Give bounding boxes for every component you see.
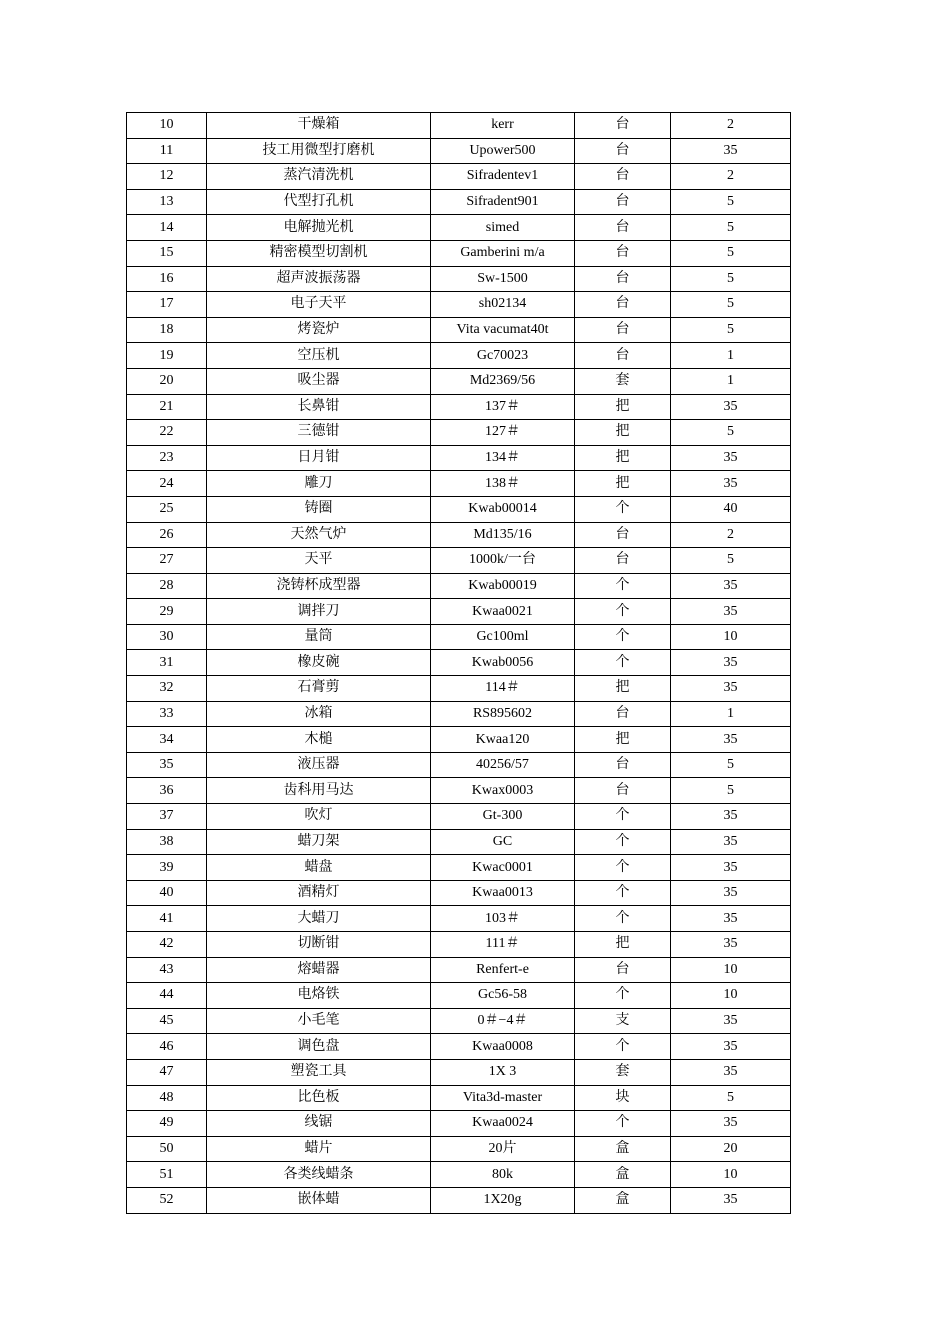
table-row (127, 496, 791, 522)
equipment-name-cell: 技工用微型打磨机 (207, 138, 431, 164)
row-number-cell: 24 (127, 471, 207, 497)
table-row (127, 394, 791, 420)
unit-cell: 台 (575, 240, 671, 266)
model-cell: Kwaa120 (431, 727, 575, 753)
model-cell: sh02134 (431, 292, 575, 318)
equipment-name-cell: 蜡刀架 (207, 829, 431, 855)
model-cell: 1X20g (431, 1187, 575, 1213)
model-cell: Vita3d-master (431, 1085, 575, 1111)
equipment-name-cell: 调色盘 (207, 1034, 431, 1060)
equipment-name-cell: 切断钳 (207, 932, 431, 958)
equipment-name-cell: 代型打孔机 (207, 189, 431, 215)
row-number-cell: 19 (127, 343, 207, 369)
row-number-cell: 52 (127, 1187, 207, 1213)
quantity-cell: 10 (671, 983, 791, 1009)
table-row (127, 471, 791, 497)
equipment-name-cell: 铸圈 (207, 496, 431, 522)
quantity-cell: 35 (671, 727, 791, 753)
unit-cell: 个 (575, 1111, 671, 1137)
equipment-name-cell: 蜡片 (207, 1136, 431, 1162)
row-number-cell: 26 (127, 522, 207, 548)
unit-cell: 台 (575, 164, 671, 190)
equipment-name-cell: 线锯 (207, 1111, 431, 1137)
quantity-cell: 35 (671, 1059, 791, 1085)
unit-cell: 个 (575, 496, 671, 522)
quantity-cell: 5 (671, 189, 791, 215)
equipment-name-cell: 长鼻钳 (207, 394, 431, 420)
quantity-cell: 1 (671, 701, 791, 727)
row-number-cell: 49 (127, 1111, 207, 1137)
row-number-cell: 12 (127, 164, 207, 190)
quantity-cell: 2 (671, 522, 791, 548)
model-cell: Kwac0001 (431, 855, 575, 881)
model-cell: 80k (431, 1162, 575, 1188)
unit-cell: 套 (575, 368, 671, 394)
row-number-cell: 45 (127, 1008, 207, 1034)
unit-cell: 盒 (575, 1162, 671, 1188)
model-cell: 20片 (431, 1136, 575, 1162)
model-cell: Gc100ml (431, 624, 575, 650)
table-row (127, 343, 791, 369)
table-row (127, 932, 791, 958)
equipment-name-cell: 空压机 (207, 343, 431, 369)
unit-cell: 个 (575, 983, 671, 1009)
equipment-name-cell: 塑瓷工具 (207, 1059, 431, 1085)
row-number-cell: 15 (127, 240, 207, 266)
table-row (127, 880, 791, 906)
unit-cell: 盒 (575, 1136, 671, 1162)
equipment-name-cell: 精密模型切割机 (207, 240, 431, 266)
unit-cell: 台 (575, 522, 671, 548)
table-row (127, 1111, 791, 1137)
equipment-name-cell: 大蜡刀 (207, 906, 431, 932)
model-cell: Kwaa0024 (431, 1111, 575, 1137)
table-row (127, 701, 791, 727)
table-row (127, 906, 791, 932)
row-number-cell: 47 (127, 1059, 207, 1085)
row-number-cell: 21 (127, 394, 207, 420)
table-row (127, 1085, 791, 1111)
equipment-name-cell: 蜡盘 (207, 855, 431, 881)
model-cell: Gc70023 (431, 343, 575, 369)
equipment-name-cell: 超声波振荡器 (207, 266, 431, 292)
equipment-table-body (127, 113, 791, 1214)
equipment-name-cell: 橡皮碗 (207, 650, 431, 676)
unit-cell: 台 (575, 215, 671, 241)
model-cell: Md2369/56 (431, 368, 575, 394)
row-number-cell: 39 (127, 855, 207, 881)
row-number-cell: 11 (127, 138, 207, 164)
model-cell: 114＃ (431, 676, 575, 702)
unit-cell: 个 (575, 573, 671, 599)
unit-cell: 套 (575, 1059, 671, 1085)
quantity-cell: 35 (671, 1187, 791, 1213)
row-number-cell: 13 (127, 189, 207, 215)
model-cell: 111＃ (431, 932, 575, 958)
quantity-cell: 35 (671, 906, 791, 932)
row-number-cell: 33 (127, 701, 207, 727)
row-number-cell: 46 (127, 1034, 207, 1060)
model-cell: Kwaa0021 (431, 599, 575, 625)
row-number-cell: 31 (127, 650, 207, 676)
model-cell: RS895602 (431, 701, 575, 727)
row-number-cell: 10 (127, 113, 207, 139)
model-cell: Sw-1500 (431, 266, 575, 292)
unit-cell: 个 (575, 650, 671, 676)
unit-cell: 个 (575, 599, 671, 625)
equipment-name-cell: 雕刀 (207, 471, 431, 497)
equipment-name-cell: 吸尘器 (207, 368, 431, 394)
row-number-cell: 37 (127, 804, 207, 830)
unit-cell: 个 (575, 804, 671, 830)
table-row (127, 957, 791, 983)
table-row (127, 778, 791, 804)
quantity-cell: 40 (671, 496, 791, 522)
quantity-cell: 5 (671, 778, 791, 804)
model-cell: GC (431, 829, 575, 855)
quantity-cell: 2 (671, 113, 791, 139)
model-cell: Upower500 (431, 138, 575, 164)
model-cell: Renfert-e (431, 957, 575, 983)
quantity-cell: 10 (671, 1162, 791, 1188)
quantity-cell: 20 (671, 1136, 791, 1162)
quantity-cell: 35 (671, 138, 791, 164)
equipment-table (126, 112, 791, 1214)
row-number-cell: 38 (127, 829, 207, 855)
quantity-cell: 5 (671, 317, 791, 343)
unit-cell: 把 (575, 420, 671, 446)
model-cell: Kwab0056 (431, 650, 575, 676)
equipment-name-cell: 齿科用马达 (207, 778, 431, 804)
quantity-cell: 5 (671, 266, 791, 292)
quantity-cell: 5 (671, 420, 791, 446)
unit-cell: 个 (575, 829, 671, 855)
table-row (127, 522, 791, 548)
unit-cell: 支 (575, 1008, 671, 1034)
table-row (127, 368, 791, 394)
quantity-cell: 35 (671, 804, 791, 830)
row-number-cell: 25 (127, 496, 207, 522)
unit-cell: 把 (575, 932, 671, 958)
table-row (127, 573, 791, 599)
table-row (127, 599, 791, 625)
table-row (127, 138, 791, 164)
model-cell: Gc56-58 (431, 983, 575, 1009)
table-row (127, 1136, 791, 1162)
row-number-cell: 14 (127, 215, 207, 241)
table-row (127, 752, 791, 778)
table-row (127, 189, 791, 215)
row-number-cell: 16 (127, 266, 207, 292)
table-row (127, 420, 791, 446)
unit-cell: 台 (575, 317, 671, 343)
quantity-cell: 5 (671, 240, 791, 266)
row-number-cell: 28 (127, 573, 207, 599)
model-cell: Kwab00019 (431, 573, 575, 599)
row-number-cell: 43 (127, 957, 207, 983)
table-row (127, 1162, 791, 1188)
model-cell: 0＃−4＃ (431, 1008, 575, 1034)
table-row (127, 624, 791, 650)
unit-cell: 把 (575, 471, 671, 497)
equipment-name-cell: 调拌刀 (207, 599, 431, 625)
equipment-name-cell: 酒精灯 (207, 880, 431, 906)
unit-cell: 台 (575, 778, 671, 804)
model-cell: Kwab00014 (431, 496, 575, 522)
unit-cell: 把 (575, 676, 671, 702)
quantity-cell: 35 (671, 855, 791, 881)
equipment-name-cell: 三德钳 (207, 420, 431, 446)
row-number-cell: 23 (127, 445, 207, 471)
row-number-cell: 29 (127, 599, 207, 625)
table-row (127, 164, 791, 190)
unit-cell: 盒 (575, 1187, 671, 1213)
equipment-name-cell: 小毛笔 (207, 1008, 431, 1034)
unit-cell: 台 (575, 189, 671, 215)
table-row (127, 855, 791, 881)
equipment-name-cell: 量筒 (207, 624, 431, 650)
table-row (127, 240, 791, 266)
model-cell: Gamberini m/a (431, 240, 575, 266)
unit-cell: 块 (575, 1085, 671, 1111)
unit-cell: 台 (575, 266, 671, 292)
unit-cell: 台 (575, 752, 671, 778)
unit-cell: 把 (575, 445, 671, 471)
quantity-cell: 1 (671, 368, 791, 394)
unit-cell: 台 (575, 138, 671, 164)
model-cell: kerr (431, 113, 575, 139)
quantity-cell: 5 (671, 215, 791, 241)
quantity-cell: 35 (671, 1111, 791, 1137)
quantity-cell: 2 (671, 164, 791, 190)
equipment-name-cell: 电解抛光机 (207, 215, 431, 241)
equipment-name-cell: 熔蜡器 (207, 957, 431, 983)
quantity-cell: 10 (671, 957, 791, 983)
equipment-name-cell: 蒸汽清洗机 (207, 164, 431, 190)
unit-cell: 个 (575, 880, 671, 906)
equipment-name-cell: 电烙铁 (207, 983, 431, 1009)
quantity-cell: 5 (671, 1085, 791, 1111)
quantity-cell: 35 (671, 445, 791, 471)
model-cell: 103＃ (431, 906, 575, 932)
equipment-name-cell: 电子天平 (207, 292, 431, 318)
quantity-cell: 5 (671, 548, 791, 574)
quantity-cell: 1 (671, 343, 791, 369)
quantity-cell: 35 (671, 573, 791, 599)
model-cell: 137＃ (431, 394, 575, 420)
model-cell: 1000k/一台 (431, 548, 575, 574)
table-row (127, 266, 791, 292)
table-row (127, 650, 791, 676)
model-cell: 134＃ (431, 445, 575, 471)
row-number-cell: 20 (127, 368, 207, 394)
unit-cell: 个 (575, 1034, 671, 1060)
model-cell: Md135/16 (431, 522, 575, 548)
row-number-cell: 27 (127, 548, 207, 574)
table-row (127, 292, 791, 318)
unit-cell: 个 (575, 624, 671, 650)
model-cell: Kwaa0013 (431, 880, 575, 906)
model-cell: 40256/57 (431, 752, 575, 778)
table-row (127, 804, 791, 830)
unit-cell: 台 (575, 701, 671, 727)
quantity-cell: 35 (671, 1008, 791, 1034)
row-number-cell: 44 (127, 983, 207, 1009)
unit-cell: 台 (575, 957, 671, 983)
model-cell: 1X 3 (431, 1059, 575, 1085)
equipment-name-cell: 嵌体蜡 (207, 1187, 431, 1213)
quantity-cell: 35 (671, 394, 791, 420)
equipment-name-cell: 各类线蜡条 (207, 1162, 431, 1188)
model-cell: Vita vacumat40t (431, 317, 575, 343)
table-row (127, 317, 791, 343)
table-row (127, 113, 791, 139)
table-row (127, 727, 791, 753)
quantity-cell: 35 (671, 880, 791, 906)
row-number-cell: 50 (127, 1136, 207, 1162)
model-cell: simed (431, 215, 575, 241)
quantity-cell: 35 (671, 471, 791, 497)
row-number-cell: 51 (127, 1162, 207, 1188)
quantity-cell: 35 (671, 1034, 791, 1060)
quantity-cell: 35 (671, 599, 791, 625)
equipment-name-cell: 浇铸杯成型器 (207, 573, 431, 599)
table-row (127, 676, 791, 702)
row-number-cell: 22 (127, 420, 207, 446)
unit-cell: 把 (575, 727, 671, 753)
unit-cell: 个 (575, 855, 671, 881)
table-row (127, 983, 791, 1009)
row-number-cell: 41 (127, 906, 207, 932)
equipment-name-cell: 吹灯 (207, 804, 431, 830)
unit-cell: 个 (575, 906, 671, 932)
model-cell: Gt-300 (431, 804, 575, 830)
row-number-cell: 40 (127, 880, 207, 906)
equipment-name-cell: 烤瓷炉 (207, 317, 431, 343)
unit-cell: 台 (575, 113, 671, 139)
equipment-name-cell: 天然气炉 (207, 522, 431, 548)
table-row (127, 1059, 791, 1085)
unit-cell: 把 (575, 394, 671, 420)
equipment-name-cell: 液压器 (207, 752, 431, 778)
equipment-name-cell: 日月钳 (207, 445, 431, 471)
unit-cell: 台 (575, 292, 671, 318)
quantity-cell: 5 (671, 752, 791, 778)
row-number-cell: 32 (127, 676, 207, 702)
row-number-cell: 17 (127, 292, 207, 318)
equipment-name-cell: 木槌 (207, 727, 431, 753)
equipment-name-cell: 冰箱 (207, 701, 431, 727)
model-cell: Sifradent901 (431, 189, 575, 215)
table-row (127, 829, 791, 855)
table-row (127, 1187, 791, 1213)
table-row (127, 548, 791, 574)
quantity-cell: 35 (671, 676, 791, 702)
equipment-name-cell: 天平 (207, 548, 431, 574)
quantity-cell: 5 (671, 292, 791, 318)
unit-cell: 台 (575, 548, 671, 574)
quantity-cell: 35 (671, 829, 791, 855)
row-number-cell: 30 (127, 624, 207, 650)
row-number-cell: 34 (127, 727, 207, 753)
model-cell: Kwaa0008 (431, 1034, 575, 1060)
row-number-cell: 18 (127, 317, 207, 343)
equipment-name-cell: 干燥箱 (207, 113, 431, 139)
model-cell: 127＃ (431, 420, 575, 446)
unit-cell: 台 (575, 343, 671, 369)
table-row (127, 445, 791, 471)
model-cell: Sifradentev1 (431, 164, 575, 190)
row-number-cell: 42 (127, 932, 207, 958)
quantity-cell: 10 (671, 624, 791, 650)
table-row (127, 1008, 791, 1034)
table-row (127, 1034, 791, 1060)
equipment-name-cell: 石膏剪 (207, 676, 431, 702)
model-cell: 138＃ (431, 471, 575, 497)
equipment-name-cell: 比色板 (207, 1085, 431, 1111)
quantity-cell: 35 (671, 932, 791, 958)
table-row (127, 215, 791, 241)
row-number-cell: 36 (127, 778, 207, 804)
model-cell: Kwax0003 (431, 778, 575, 804)
row-number-cell: 48 (127, 1085, 207, 1111)
row-number-cell: 35 (127, 752, 207, 778)
quantity-cell: 35 (671, 650, 791, 676)
